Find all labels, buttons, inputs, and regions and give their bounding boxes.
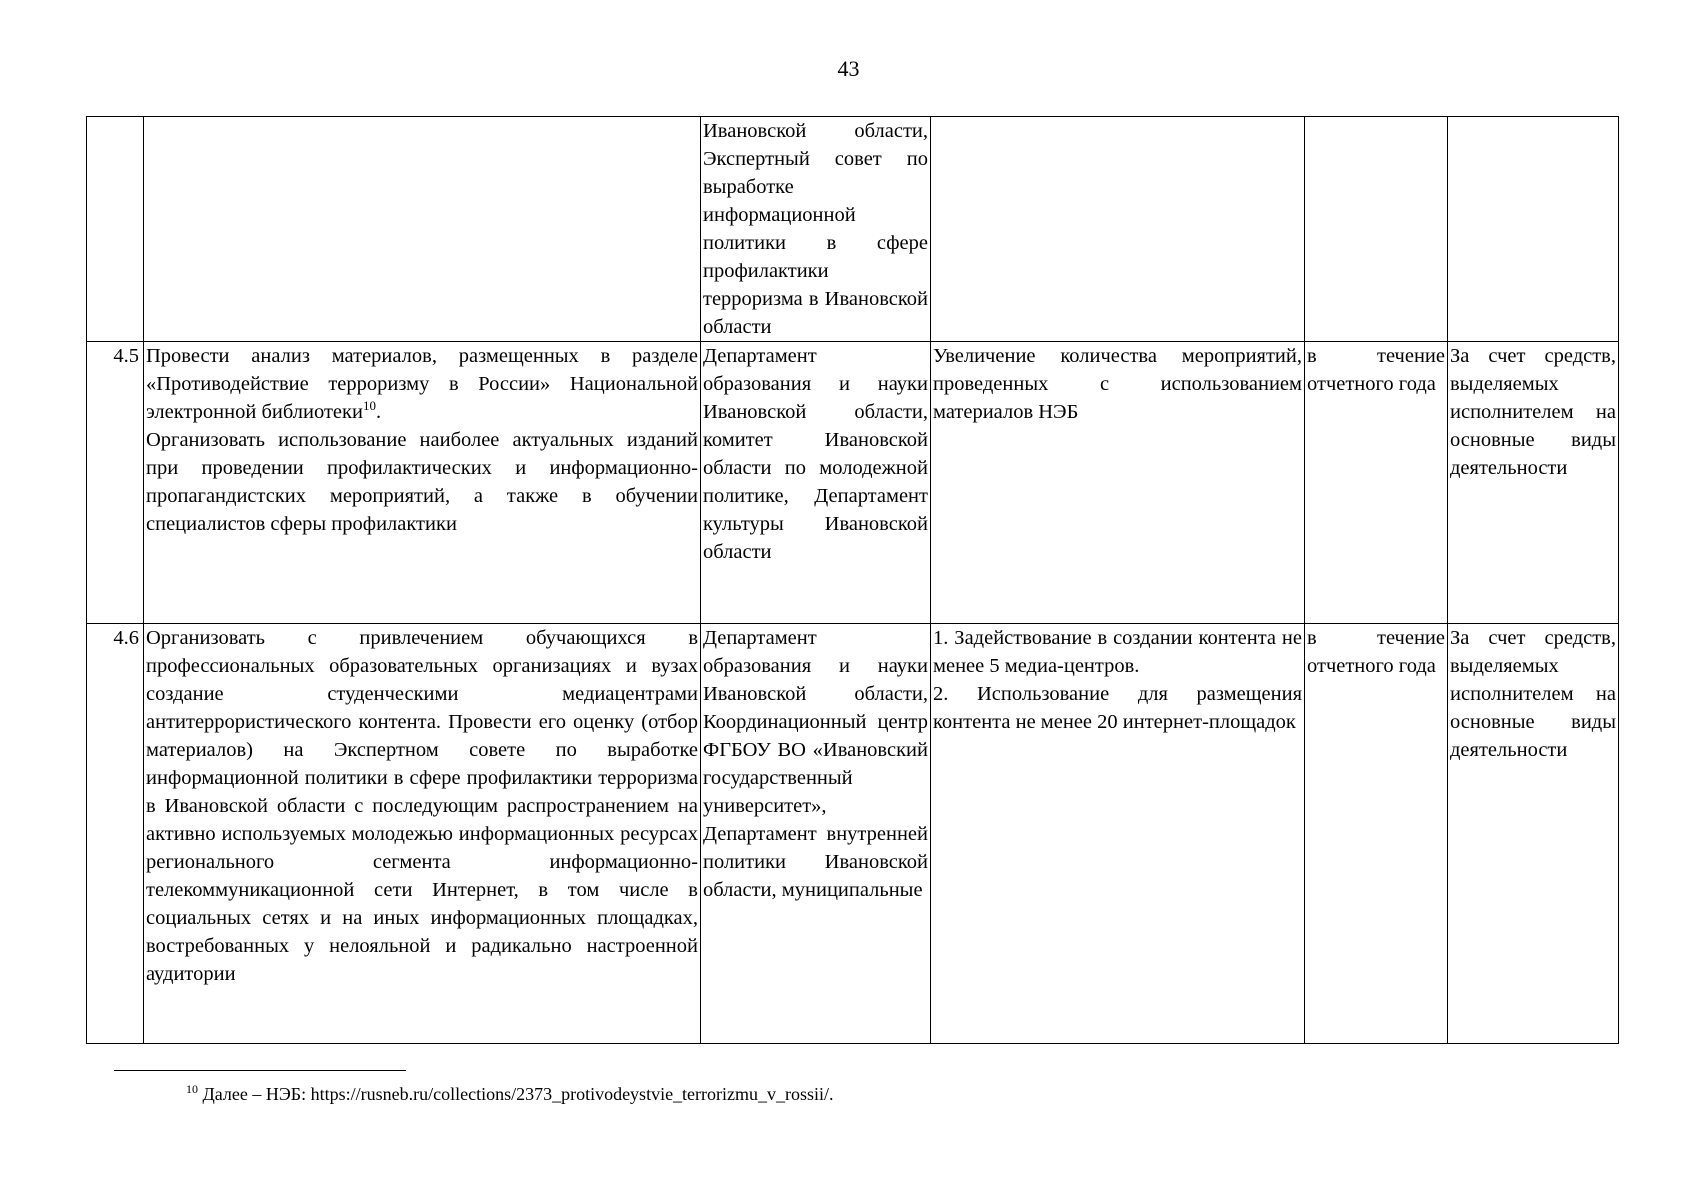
funding-cell: За счет средств, выделяемых исполнителем на основные виды деятельности	[1448, 624, 1619, 1044]
footnote-divider	[114, 1070, 406, 1071]
funding-cell	[1448, 117, 1619, 342]
deadline-cell: в течение отчетного года	[1305, 624, 1448, 1044]
footnote-mark: 10	[186, 1082, 198, 1096]
action-text: Провести анализ материалов, размещенных в разделе «Противодействие терроризму в России» Национальной электронной библиотеки	[146, 345, 698, 423]
table-row	[87, 624, 1619, 1044]
footnote-text: Далее – НЭБ: https://rusneb.ru/collections/2373_protivodeystvie_terrorizmu_v_rossii/.	[198, 1084, 834, 1104]
deadline-cell: в течение отчетного года	[1305, 342, 1448, 624]
result-item: 2. Использование для размещения контента не менее 20 интернет-площадок	[933, 683, 1302, 733]
row-number-cell	[87, 117, 144, 342]
action-cell	[144, 117, 701, 342]
row-number-cell: 4.5	[87, 342, 144, 624]
measures-table	[86, 116, 1619, 1044]
funding-cell: За счет средств, выделяемых исполнителем на основные виды деятельности	[1448, 342, 1619, 624]
executors-cell: Департамент образования и науки Ивановской области, комитет Ивановской области по молодежной политике, Департамент культуры Ивановской области	[701, 342, 931, 624]
footnote	[186, 1082, 834, 1106]
executors-cell: Ивановской области, Экспертный совет по выработке информационной политики в сфере профилактики терроризма в Ивановской области	[701, 117, 931, 342]
action-cell	[144, 342, 701, 624]
action-paragraph: Организовать использование наиболее актуальных изданий при проведении профилактических и информационно-пропагандистских мероприятий, а также в обучении специалистов сферы профилактики	[146, 429, 698, 535]
footnote-reference[interactable]: 10	[362, 398, 376, 414]
result-cell	[931, 117, 1305, 342]
table-row	[87, 117, 1619, 342]
row-number-cell: 4.6	[87, 624, 144, 1044]
result-cell	[931, 624, 1305, 1044]
deadline-cell	[1305, 117, 1448, 342]
page-number: 43	[837, 56, 860, 81]
result-item: 1. Задействование в создании контента не менее 5 медиа-центров.	[933, 627, 1302, 677]
executors-cell: Департамент образования и науки Ивановской области, Координационный центр ФГБОУ ВО «Ивановский государственный университет», Департамент внутренней политики Ивановской области, муниципальные	[701, 624, 931, 1044]
result-cell: Увеличение количества мероприятий, проведенных с использованием материалов НЭБ	[931, 342, 1305, 624]
action-cell: Организовать с привлечением обучающихся в профессиональных образовательных организациях и вузах создание студенческими медиацентрами антитеррористического контента. Провести его оценку (отбор материалов) на Экспертном совете по выработке информационной политики в сфере профилактики терроризма в Ивановской области с последующим распространением на активно используемых молодежью информационных ресурсах регионального сегмента информационно-телекоммуникационной сети Интернет, в том числе в социальных сетях и на иных информационных площадках, востребованных у нелояльной и радикально настроенной аудитории	[144, 624, 701, 1044]
action-paragraph	[146, 342, 698, 426]
action-text-end: .	[375, 401, 382, 423]
table-row	[87, 342, 1619, 624]
